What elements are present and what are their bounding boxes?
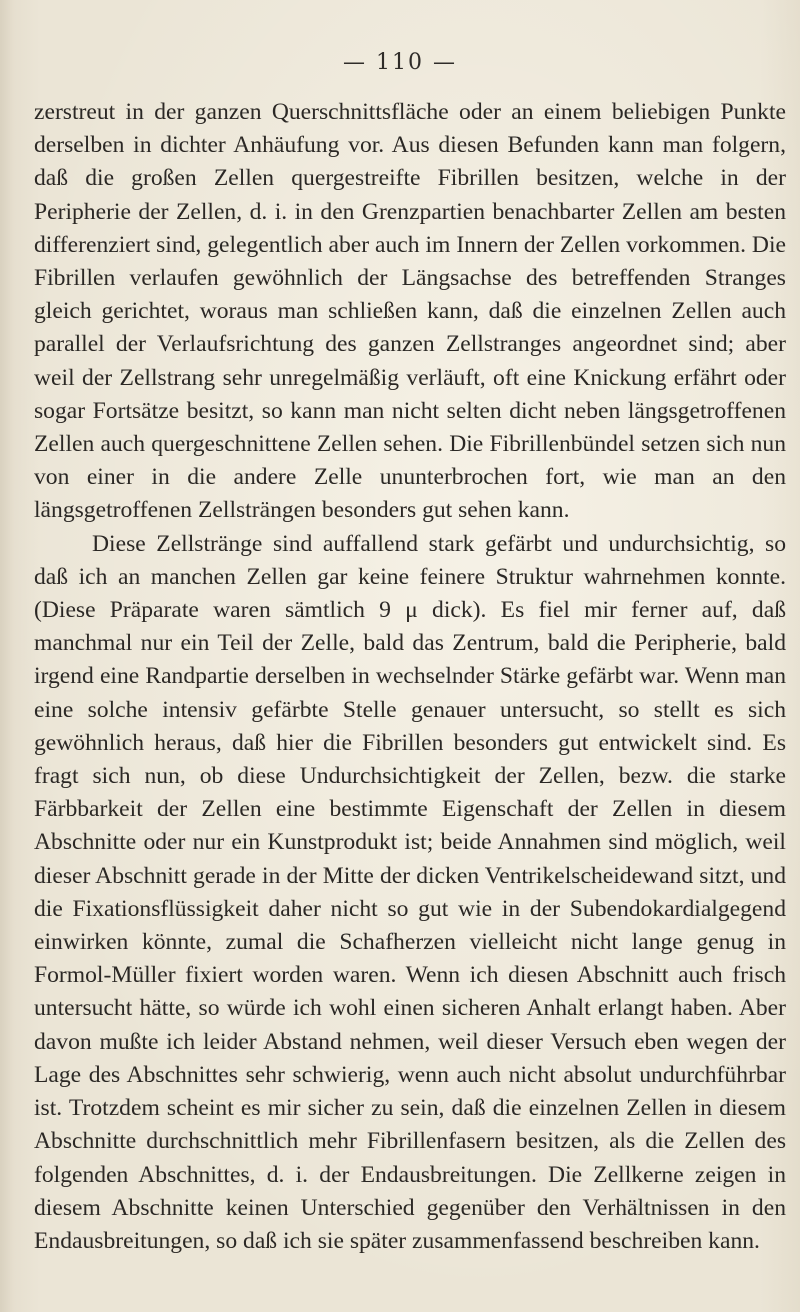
paragraph-continuation: zerstreut in der ganzen Querschnittsfläche oder an einem beliebigen Punkte derselben in dichter Anhäufung vor. Aus diesen Befunden kann man folgern, daß die großen Zellen quergestreifte Fibrillen besitzen, welche in der Peripherie der Zellen, d. i. in den Grenzpartien benachbarter Zellen am besten differenziert sind, gelegentlich aber auch im Innern der Zellen vorkommen. Die Fibrillen verlaufen gewöhnlich der Längsachse des betreffenden Stranges gleich gerichtet, woraus man schließen kann, daß die einzelnen Zellen auch parallel der Verlaufsrichtung des ganzen Zellstranges angeordnet sind; aber weil der Zellstrang sehr unregelmäßig verläuft, oft eine Knickung erfährt oder sogar Fortsätze besitzt, so kann man nicht selten dicht neben längsgetroffenen Zellen auch quergeschnittene Zellen sehen. Die Fibrillenbündel setzen sich nun von einer in die andere Zelle ununterbrochen fort, wie man an den längsgetroffenen Zellsträngen besonders gut sehen kann.: [34, 99, 786, 524]
body-text: [34, 96, 786, 1258]
paragraph-staining: Diese Zellstränge sind auffallend stark gefärbt und undurchsichtig, so daß ich an manchen Zellen gar keine feinere Struktur wahrnehmen konnte. (Diese Präparate waren sämtlich 9 μ dick). Es fiel mir ferner auf, daß manchmal nur ein Teil der Zelle, bald das Zentrum, bald die Peripherie, bald irgend eine Randpartie derselben in wechselnder Stärke gefärbt war. Wenn man eine solche intensiv gefärbte Stelle genauer untersucht, so stellt es sich gewöhnlich heraus, daß hier die Fibrillen besonders gut entwickelt sind. Es fragt sich nun, ob diese Undurchsichtigkeit der Zellen, bezw. die starke Färbbarkeit der Zellen eine bestimmte Eigenschaft der Zellen in diesem Abschnitte oder nur ein Kunstprodukt ist; beide Annahmen sind möglich, weil dieser Abschnitt gerade in der Mitte der dicken Ventrikelscheidewand sitzt, und die Fixationsflüssigkeit daher nicht so gut wie in der Subendokardialgegend einwirken könnte, zumal die Schafherzen vielleicht nicht lange genug in Formol-Müller fixiert worden waren. Wenn ich diesen Abschnitt auch frisch untersucht hätte, so würde ich wohl einen sicheren Anhalt erlangt haben. Aber davon mußte ich leider Abstand nehmen, weil dieser Versuch eben wegen der Lage des Abschnittes sehr schwierig, wenn auch nicht absolut undurchführbar ist. Trotzdem scheint es mir sicher zu sein, daß die einzelnen Zellen in diesem Abschnitte durchschnittlich mehr Fibrillenfasern besitzen, als die Zellen des folgenden Abschnittes, d. i. der Endausbreitungen. Die Zellkerne zeigen in diesem Abschnitte keinen Unterschied gegenüber den Verhältnissen in den Endausbreitungen, so daß ich sie später zusammenfassend beschreiben kann.: [34, 530, 786, 1254]
page-number: — 110 —: [343, 50, 457, 75]
